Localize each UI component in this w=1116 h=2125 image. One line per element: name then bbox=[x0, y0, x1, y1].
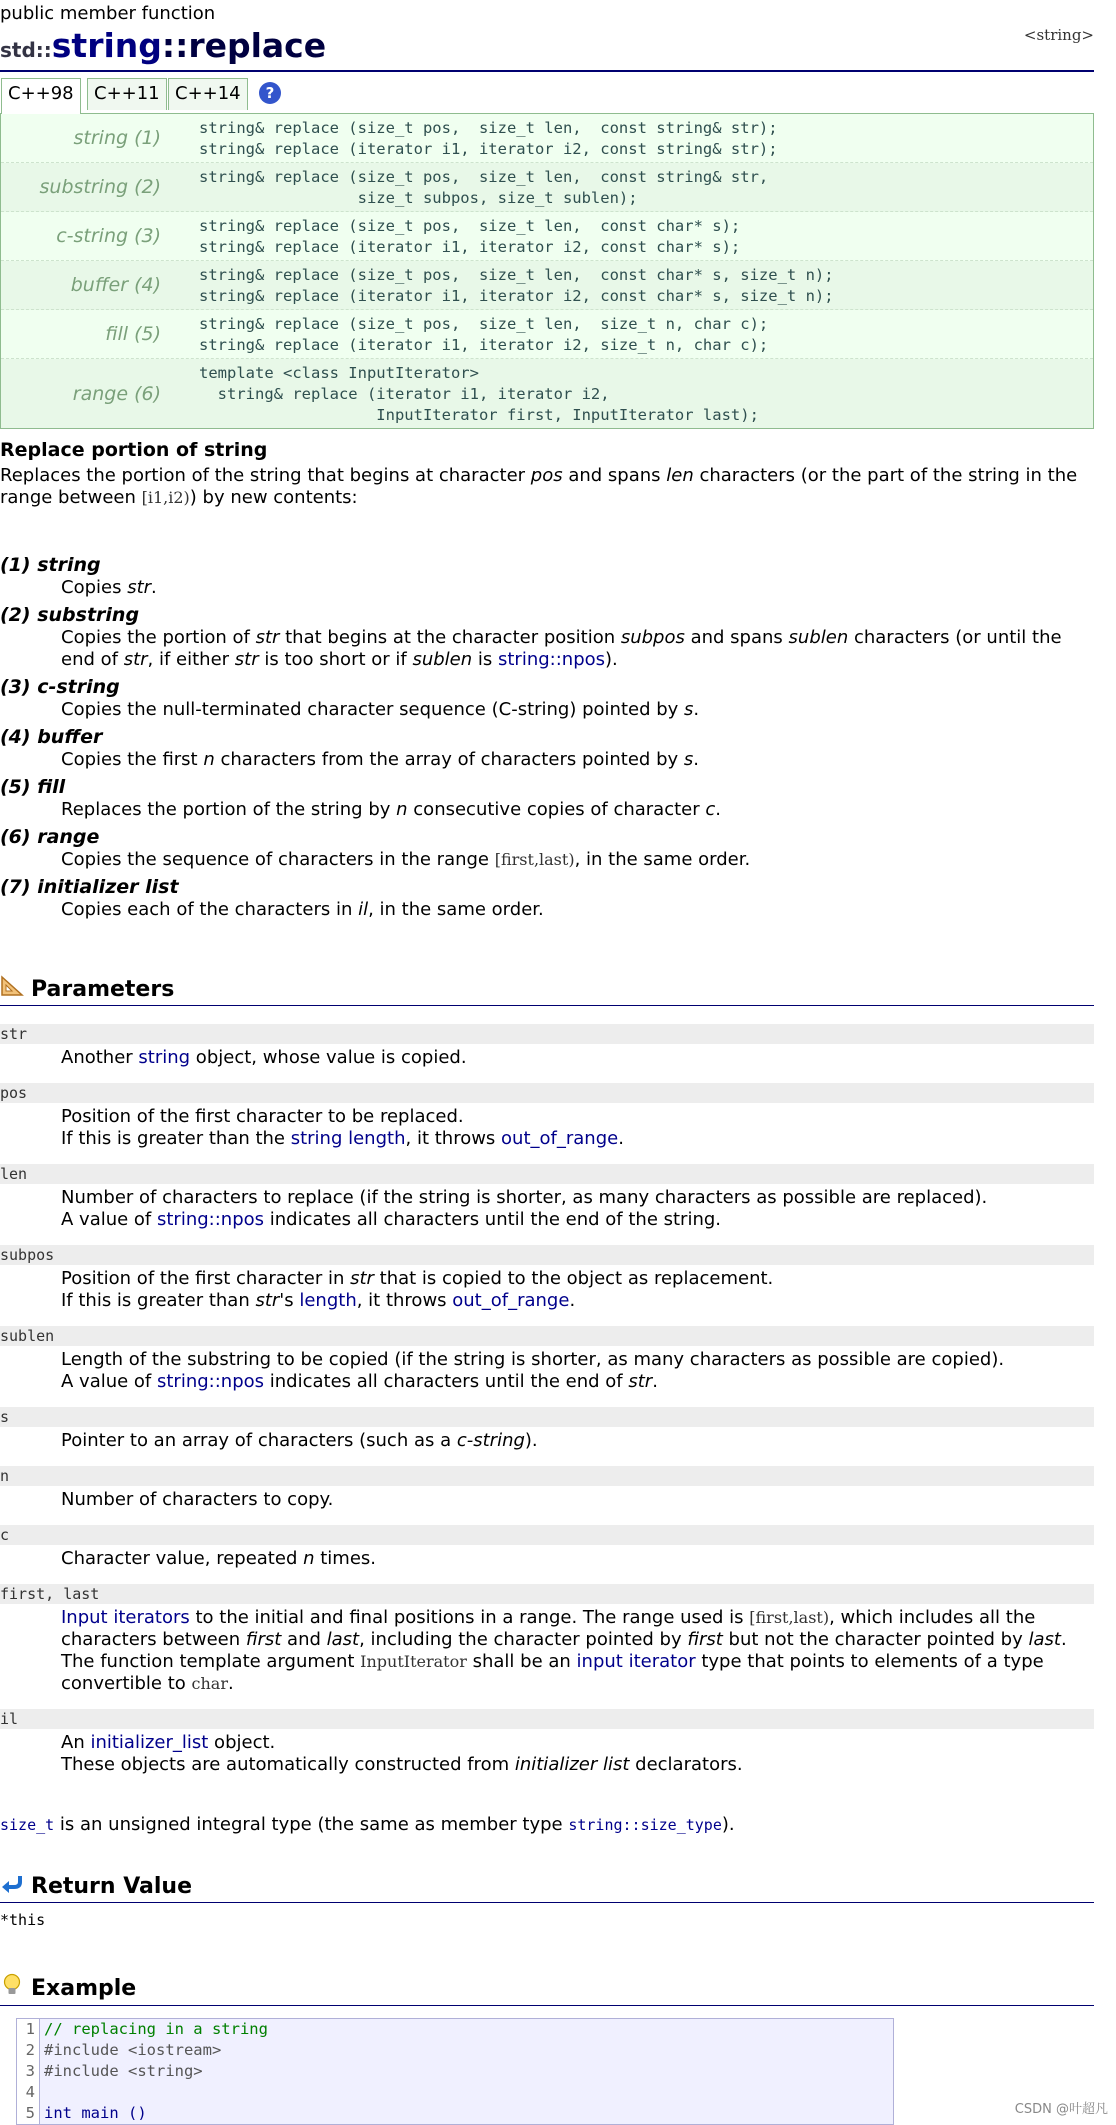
text: Another bbox=[61, 1047, 138, 1068]
text: ) by new contents: bbox=[190, 487, 358, 508]
text: These objects are automatically constructed from bbox=[61, 1754, 515, 1775]
text: Position of the first character to be replaced. bbox=[61, 1106, 1094, 1128]
title-sep: :: bbox=[162, 26, 188, 65]
code-line bbox=[17, 2082, 893, 2103]
section-title: Parameters bbox=[31, 977, 174, 1002]
text: , including the character pointed by bbox=[359, 1629, 687, 1650]
initializer-list-link[interactable]: initializer_list bbox=[90, 1732, 208, 1753]
prototype-label: range (6) bbox=[1, 359, 179, 428]
text: shall be an bbox=[467, 1651, 577, 1672]
text bbox=[61, 1209, 1094, 1231]
text: Replaces the portion of the string that begins at character bbox=[0, 465, 531, 486]
param-ref: pos bbox=[531, 465, 563, 486]
text: An bbox=[61, 1732, 90, 1753]
text: 's bbox=[279, 1290, 299, 1311]
param-ref: str bbox=[350, 1268, 374, 1289]
prototype-label: string (1) bbox=[1, 114, 179, 162]
header bbox=[0, 0, 1094, 72]
param-ref: sublen bbox=[412, 649, 472, 670]
text: and bbox=[281, 1629, 326, 1650]
param-ref: s bbox=[684, 749, 693, 770]
param-ref: len bbox=[666, 465, 693, 486]
param-name: s bbox=[0, 1407, 1094, 1427]
param-name: il bbox=[0, 1709, 1094, 1729]
text: object. bbox=[208, 1732, 275, 1753]
param-desc bbox=[61, 1607, 1094, 1695]
triangle-ruler-icon bbox=[0, 975, 24, 1003]
prototype-code: string& replace (size_t pos, size_t len, const string& str, size_t subpos, size_t sublen); bbox=[179, 163, 768, 211]
return-arrow-icon bbox=[0, 1872, 24, 1900]
text: declarators. bbox=[629, 1754, 742, 1775]
param-name: sublen bbox=[0, 1326, 1094, 1346]
text bbox=[61, 1754, 1094, 1776]
param-desc bbox=[61, 1732, 1094, 1776]
return-value-heading bbox=[0, 1872, 1094, 1903]
form-desc bbox=[61, 627, 1094, 671]
text: , if either bbox=[148, 649, 235, 670]
text: and spans bbox=[563, 465, 667, 486]
prototype-label: c-string (3) bbox=[1, 212, 179, 260]
code-line bbox=[17, 2040, 893, 2061]
prototype-row bbox=[1, 212, 1093, 261]
param-name: len bbox=[0, 1164, 1094, 1184]
code-line bbox=[17, 2019, 893, 2040]
title-namespace: std:: bbox=[0, 38, 52, 62]
range-code: [i1,i2) bbox=[142, 488, 190, 507]
text: Character value, repeated bbox=[61, 1548, 303, 1569]
prototype-code: string& replace (size_t pos, size_t len, size_t n, char c); string& replace (iterator i1, iterator i2, size_t n, char c); bbox=[179, 310, 768, 358]
text: indicates all characters until the end of bbox=[264, 1371, 628, 1392]
text bbox=[61, 1128, 1094, 1150]
text: Copies the null-terminated character sequence (C-string) pointed by bbox=[61, 699, 684, 720]
text: consecutive copies of character bbox=[408, 799, 706, 820]
param-ref: initializer list bbox=[515, 1754, 630, 1775]
prototype-label: buffer (4) bbox=[1, 261, 179, 309]
section-title: Return Value bbox=[31, 1874, 192, 1899]
parameters-heading bbox=[0, 975, 1094, 1006]
section-title: Example bbox=[31, 1976, 136, 2001]
text: . bbox=[652, 1371, 658, 1392]
npos-link[interactable]: string::npos bbox=[157, 1209, 264, 1230]
text bbox=[61, 1732, 1094, 1754]
string-length-link[interactable]: string length bbox=[291, 1128, 406, 1149]
help-icon[interactable]: ? bbox=[259, 82, 281, 104]
text: . bbox=[569, 1290, 575, 1311]
summary-text bbox=[0, 465, 1094, 509]
tab-cpp98[interactable]: C++98 bbox=[1, 78, 81, 114]
out-of-range-link[interactable]: out_of_range bbox=[452, 1290, 569, 1311]
param-name: pos bbox=[0, 1083, 1094, 1103]
line-number: 2 bbox=[17, 2040, 40, 2061]
line-number: 4 bbox=[17, 2082, 40, 2103]
range-code: [first,last) bbox=[495, 850, 575, 869]
text: Number of characters to replace (if the string is shorter, as many characters as possible are replaced). bbox=[61, 1187, 1094, 1209]
form-title: (3) c-string bbox=[0, 675, 1094, 699]
forms-list bbox=[0, 553, 1094, 921]
text: . bbox=[228, 1673, 234, 1694]
text: Copies the sequence of characters in the range bbox=[61, 849, 495, 870]
param-ref: str bbox=[124, 649, 148, 670]
param-desc bbox=[61, 1430, 1094, 1452]
prototype-row bbox=[1, 310, 1093, 359]
param-name: str bbox=[0, 1024, 1094, 1044]
code-example bbox=[16, 2018, 894, 2125]
form-desc bbox=[61, 699, 1094, 721]
prototype-code: template <class InputIterator> string& replace (iterator i1, iterator i2, InputIterator first, InputIterator last); bbox=[179, 359, 759, 428]
form-desc bbox=[61, 749, 1094, 771]
param-desc bbox=[61, 1187, 1094, 1231]
param-ref: str bbox=[235, 649, 259, 670]
prototype-label: fill (5) bbox=[1, 310, 179, 358]
line-code: // replacing in a string bbox=[40, 2019, 268, 2040]
line-number: 1 bbox=[17, 2019, 40, 2040]
lightbulb-icon bbox=[0, 1973, 24, 2003]
text: , which includes all the characters between bbox=[61, 1607, 1035, 1650]
prototype-row bbox=[1, 163, 1093, 212]
text: . The function template argument bbox=[61, 1629, 1067, 1672]
code-line bbox=[17, 2061, 893, 2082]
param-ref: last bbox=[1028, 1629, 1060, 1650]
form-title: (2) substring bbox=[0, 603, 1094, 627]
form-desc bbox=[61, 577, 1094, 599]
text: ). bbox=[722, 1814, 735, 1835]
text bbox=[61, 1290, 1094, 1312]
form-title: (6) range bbox=[0, 825, 1094, 849]
size-type-link[interactable]: string::size_type bbox=[568, 1816, 722, 1834]
text: to the initial and final positions in a range. The range used is bbox=[190, 1607, 750, 1628]
prototype-code: string& replace (size_t pos, size_t len, const char* s, size_t n); string& replace (iterator i1, iterator i2, const char* s, size_t n); bbox=[179, 261, 834, 309]
input-iterators-link[interactable]: Input iterators bbox=[61, 1607, 190, 1628]
watermark: CSDN @叶超凡 bbox=[1015, 2098, 1108, 2117]
text: Copies the first bbox=[61, 749, 203, 770]
text: is too short or if bbox=[259, 649, 413, 670]
title-class: string bbox=[52, 26, 162, 65]
prototype-row bbox=[1, 114, 1093, 163]
text: ). bbox=[605, 649, 618, 670]
param-ref: il bbox=[358, 899, 368, 920]
text: characters (or the part of the string in the range between bbox=[0, 465, 1077, 508]
prototype-code: string& replace (size_t pos, size_t len, const string& str); string& replace (iterator i1, iterator i2, const string& str); bbox=[179, 114, 778, 162]
param-ref: str bbox=[127, 577, 151, 598]
text: times. bbox=[315, 1548, 377, 1569]
range-code: [first,last) bbox=[749, 1608, 829, 1627]
param-ref: subpos bbox=[621, 627, 685, 648]
text: is bbox=[472, 649, 498, 670]
param-desc bbox=[61, 1349, 1094, 1393]
param-ref: n bbox=[303, 1548, 314, 1569]
text: A value of bbox=[61, 1209, 157, 1230]
param-ref: c-string bbox=[457, 1430, 525, 1451]
text: and spans bbox=[685, 627, 789, 648]
line-code: #include <string> bbox=[40, 2061, 203, 2082]
length-link[interactable]: length bbox=[299, 1290, 356, 1311]
param-ref: str bbox=[255, 1290, 279, 1311]
text: is an unsigned integral type (the same as member type bbox=[54, 1814, 568, 1835]
param-ref: last bbox=[327, 1629, 359, 1650]
parameters-list bbox=[0, 1024, 1094, 1776]
text bbox=[61, 1268, 1094, 1290]
param-desc: Number of characters to copy. bbox=[61, 1489, 1094, 1511]
page-title bbox=[0, 26, 326, 65]
form-desc bbox=[61, 799, 1094, 821]
param-name: subpos bbox=[0, 1245, 1094, 1265]
param-ref: first bbox=[246, 1629, 281, 1650]
tab-cpp11[interactable]: C++11 bbox=[87, 78, 167, 110]
text: type that points to elements of a type convertible to bbox=[61, 1651, 1044, 1694]
text: . bbox=[151, 577, 157, 598]
title-function: replace bbox=[188, 26, 326, 65]
size-t-link[interactable]: size_t bbox=[0, 1816, 54, 1834]
text: , in the same order. bbox=[575, 849, 751, 870]
npos-link[interactable]: string::npos bbox=[157, 1371, 264, 1392]
param-desc bbox=[61, 1047, 1094, 1069]
prototypes-box bbox=[0, 113, 1094, 429]
npos-link[interactable]: string::npos bbox=[498, 649, 605, 670]
standard-tabs bbox=[0, 76, 1094, 114]
text: If this is greater than bbox=[61, 1290, 255, 1311]
text: . bbox=[715, 799, 721, 820]
summary-heading: Replace portion of string bbox=[0, 439, 1094, 461]
text: . bbox=[693, 749, 699, 770]
line-number: 5 bbox=[17, 2103, 40, 2124]
prototype-label: substring (2) bbox=[1, 163, 179, 211]
line-code: int main () bbox=[40, 2103, 147, 2124]
param-ref: n bbox=[396, 799, 407, 820]
text: Copies the portion of bbox=[61, 627, 256, 648]
prototype-row bbox=[1, 359, 1093, 428]
text: characters (or until the end of bbox=[61, 627, 1062, 670]
text: Copies bbox=[61, 577, 127, 598]
text: , in the same order. bbox=[368, 899, 544, 920]
form-desc bbox=[61, 849, 1094, 871]
text: Pointer to an array of characters (such as a bbox=[61, 1430, 457, 1451]
text: characters from the array of characters pointed by bbox=[215, 749, 684, 770]
text: object, whose value is copied. bbox=[190, 1047, 467, 1068]
param-ref: s bbox=[684, 699, 693, 720]
form-title: (7) initializer list bbox=[0, 875, 1094, 899]
text: , it throws bbox=[357, 1290, 453, 1311]
text: that begins at the character position bbox=[279, 627, 620, 648]
input-iterator-link[interactable]: input iterator bbox=[577, 1651, 696, 1672]
example-heading bbox=[0, 1973, 1094, 2006]
param-name: first, last bbox=[0, 1584, 1094, 1604]
text: . bbox=[693, 699, 699, 720]
text: Position of the first character in bbox=[61, 1268, 350, 1289]
return-value: *this bbox=[0, 1911, 1094, 1929]
string-link[interactable]: string bbox=[138, 1047, 190, 1068]
out-of-range-link[interactable]: out_of_range bbox=[501, 1128, 618, 1149]
line-code: #include <iostream> bbox=[40, 2040, 221, 2061]
line-number: 3 bbox=[17, 2061, 40, 2082]
text: but not the character pointed by bbox=[723, 1629, 1029, 1650]
text: that is copied to the object as replacement. bbox=[374, 1268, 773, 1289]
param-name: n bbox=[0, 1466, 1094, 1486]
param-name: c bbox=[0, 1525, 1094, 1545]
text: Replaces the portion of the string by bbox=[61, 799, 396, 820]
code-ref: char bbox=[192, 1674, 228, 1693]
form-desc bbox=[61, 899, 1094, 921]
size-t-note bbox=[0, 1814, 1094, 1836]
header-file-link[interactable]: <string> bbox=[1024, 26, 1094, 44]
text: Length of the substring to be copied (if the string is shorter, as many characters as possible are copied). bbox=[61, 1349, 1094, 1371]
param-desc bbox=[61, 1548, 1094, 1570]
param-ref: sublen bbox=[789, 627, 849, 648]
header-divider bbox=[0, 70, 1094, 72]
code-ref: InputIterator bbox=[360, 1652, 467, 1671]
param-ref: str bbox=[628, 1371, 652, 1392]
prototype-row bbox=[1, 261, 1093, 310]
form-title: (4) buffer bbox=[0, 725, 1094, 749]
line-code bbox=[40, 2082, 44, 2103]
param-ref: first bbox=[687, 1629, 722, 1650]
text: indicates all characters until the end of the string. bbox=[264, 1209, 721, 1230]
prototype-code: string& replace (size_t pos, size_t len, const char* s); string& replace (iterator i1, iterator i2, const char* s); bbox=[179, 212, 740, 260]
param-desc bbox=[61, 1268, 1094, 1312]
text: ). bbox=[525, 1430, 538, 1451]
text: Copies each of the characters in bbox=[61, 899, 358, 920]
text: . bbox=[618, 1128, 624, 1149]
text: A value of bbox=[61, 1371, 157, 1392]
text bbox=[61, 1371, 1094, 1393]
param-desc bbox=[61, 1106, 1094, 1150]
form-title: (5) fill bbox=[0, 775, 1094, 799]
param-ref: str bbox=[256, 627, 280, 648]
member-kind: public member function bbox=[0, 3, 215, 24]
text: , it throws bbox=[406, 1128, 502, 1149]
text: If this is greater than the bbox=[61, 1128, 291, 1149]
tab-cpp14[interactable]: C++14 bbox=[168, 78, 248, 110]
param-ref: n bbox=[203, 749, 214, 770]
param-ref: c bbox=[705, 799, 715, 820]
form-title: (1) string bbox=[0, 553, 1094, 577]
